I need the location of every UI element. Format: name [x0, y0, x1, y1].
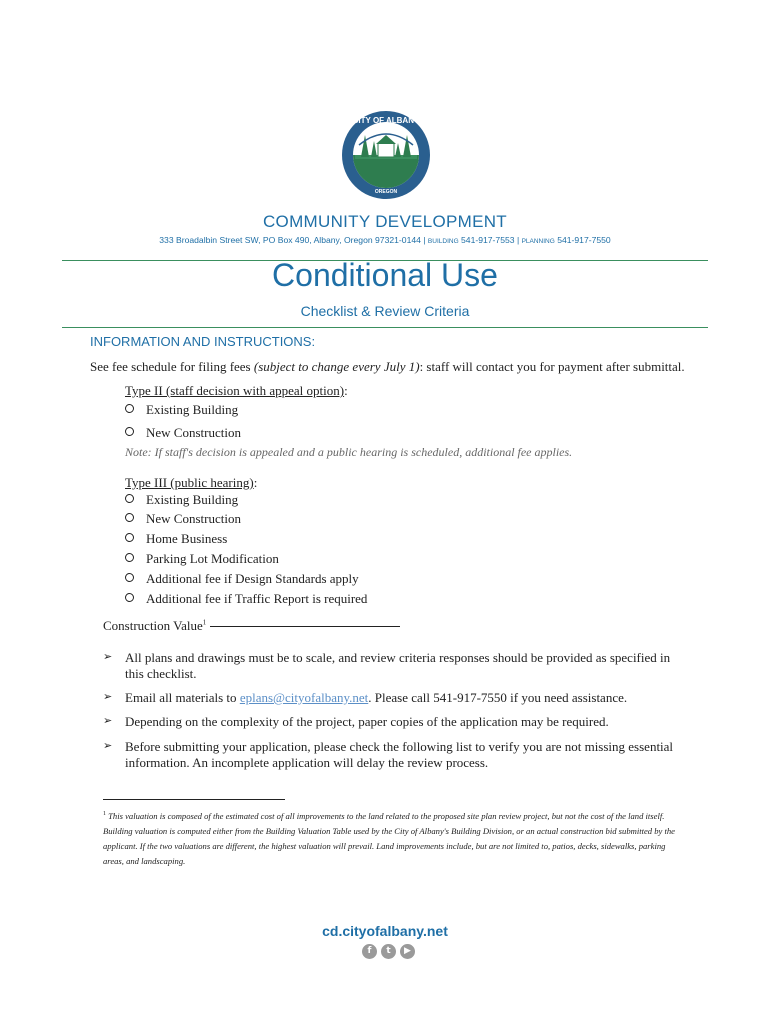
option-circle-icon — [125, 513, 134, 522]
bullet-item — [103, 714, 683, 730]
option-label: Existing Building — [146, 402, 239, 417]
address: 333 Broadalbin Street SW, PO Box 490, Albany, Oregon 97321-0144 | — [159, 235, 426, 245]
type-iii-heading — [125, 475, 257, 491]
bullet-text: Depending on the complexity of the project, paper copies of the application may be required. — [125, 714, 609, 729]
footnote — [103, 807, 678, 869]
fee-line — [90, 359, 685, 375]
logo-text: CITY OF ALBANY — [352, 116, 420, 125]
website-link[interactable]: cd.cityofalbany.net — [322, 923, 448, 939]
logo-state: OREGON — [374, 189, 398, 195]
option-label: Home Business — [146, 531, 228, 546]
construction-value-label: Construction Value — [103, 618, 203, 633]
option-label: Parking Lot Modification — [146, 551, 279, 566]
option-label: Existing Building — [146, 492, 239, 507]
fee-italic: (subject to change every July 1) — [253, 359, 420, 374]
title-rule — [62, 327, 708, 328]
construction-value-field[interactable] — [210, 626, 400, 627]
option-circle-icon — [125, 427, 134, 436]
planning-phone: 541-917-7550 — [557, 235, 611, 245]
page-subtitle: Checklist & Review Criteria — [300, 303, 470, 319]
address-line — [0, 235, 770, 245]
construction-value-sup: 1 — [202, 618, 207, 627]
option-circle-icon — [125, 553, 134, 562]
footnote-text: This valuation is composed of the estimated cost of all improvements to the land related to the proposed site plan review project, but not the cost of the land itself. Building valuation is computed either from the Building Valuation Table used by the City of Albany's Building Division, or an actual construction bid submitted by the applicant. If the two valuations are different, the highest valuation will prevail. Land improvements include, but are not limited to, patios, decks, sidewalks, parking areas, and landscaping. — [103, 810, 675, 866]
type-iii-option-existing-building[interactable] — [125, 492, 238, 508]
type-iii-option-home-business[interactable] — [125, 531, 227, 547]
option-label: Additional fee if Design Standards apply — [146, 571, 359, 586]
arrow-bullet-icon: ➢ — [103, 714, 113, 727]
bullet-item — [103, 690, 683, 706]
fee-lead: See fee schedule for filing fees — [90, 359, 254, 374]
option-label: New Construction — [146, 425, 241, 440]
section-heading: INFORMATION AND INSTRUCTIONS: — [90, 334, 316, 349]
type-iii-option-new-construction[interactable] — [125, 511, 241, 527]
option-circle-icon — [125, 494, 134, 503]
type-iii-option-parking-lot[interactable] — [125, 551, 279, 567]
type-iii-heading-text: Type III (public hearing) — [125, 475, 254, 490]
type-iii-option-design-standards[interactable] — [125, 571, 359, 587]
type-iii-option-traffic-report[interactable] — [125, 591, 367, 607]
city-logo — [341, 105, 431, 205]
bullet-text: All plans and drawings must be to scale, and review criteria responses should be provided as specified in this checklist. — [125, 650, 671, 681]
page-title: Conditional Use — [272, 257, 498, 293]
separator: | — [516, 235, 520, 245]
arrow-bullet-icon: ➢ — [103, 690, 113, 703]
option-circle-icon — [125, 573, 134, 582]
construction-value — [103, 618, 400, 634]
footnote-number: 1 — [103, 811, 106, 817]
department-name: COMMUNITY DEVELOPMENT — [262, 212, 507, 231]
bullet-text: Before submitting your application, please check the following list to verify you are not missing essential information. An incomplete application will delay the review process. — [125, 739, 674, 770]
bullet-text — [125, 690, 683, 706]
facebook-icon[interactable]: f — [362, 944, 377, 959]
bullet-item — [103, 650, 683, 682]
option-circle-icon — [125, 533, 134, 542]
social-links — [362, 944, 418, 960]
option-label: Additional fee if Traffic Report is required — [146, 591, 368, 606]
type-ii-option-new-construction[interactable] — [125, 425, 241, 441]
fee-tail: : staff will contact you for payment after submittal. — [419, 359, 685, 374]
arrow-bullet-icon: ➢ — [103, 650, 113, 663]
option-circle-icon — [125, 593, 134, 602]
bullet-tail: . Please call 541-917-7550 if you need assistance. — [368, 690, 628, 705]
building-phone: 541-917-7553 — [461, 235, 515, 245]
type-iii-colon: : — [253, 475, 258, 490]
type-ii-note: Note: If staff's decision is appealed and a public hearing is scheduled, additional fee applies. — [125, 445, 573, 459]
type-ii-heading-text: Type II (staff decision with appeal option) — [125, 383, 345, 398]
email-link[interactable]: eplans@cityofalbany.net — [239, 690, 369, 705]
bullet-item — [103, 739, 683, 771]
option-circle-icon — [125, 404, 134, 413]
type-ii-option-existing-building[interactable] — [125, 402, 238, 418]
twitter-icon[interactable]: t — [381, 944, 396, 959]
footnote-rule — [103, 799, 285, 800]
type-ii-heading — [125, 383, 348, 399]
youtube-icon[interactable]: ▶ — [400, 944, 415, 959]
option-label: New Construction — [146, 511, 241, 526]
bullet-lead: Email all materials to — [125, 690, 240, 705]
building-label: BUILDING — [427, 238, 459, 245]
type-ii-colon: : — [344, 383, 348, 398]
arrow-bullet-icon: ➢ — [103, 739, 113, 752]
planning-label: PLANNING — [521, 238, 555, 245]
